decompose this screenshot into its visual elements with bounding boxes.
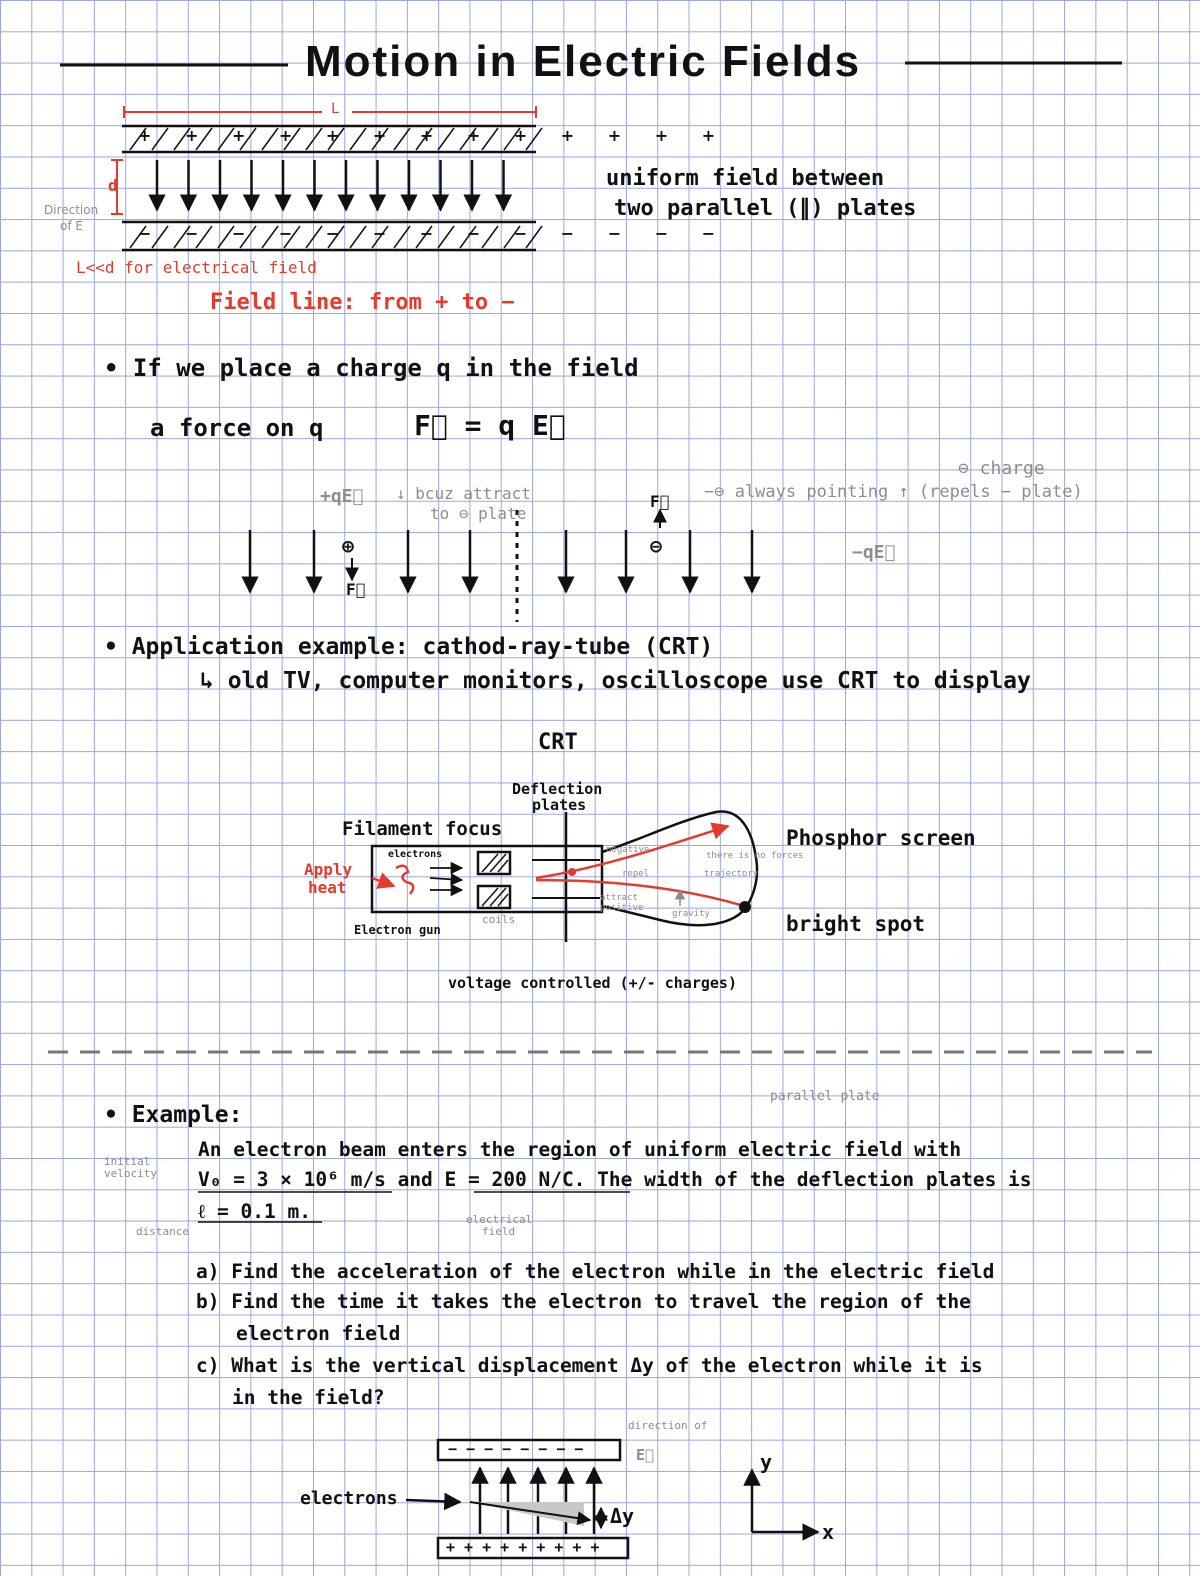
- bright-spot-dot: [739, 901, 751, 913]
- negative-charge: ⊖: [650, 534, 663, 558]
- direction-label: Direction: [44, 203, 99, 217]
- question-a: a) Find the acceleration of the electron while in the electric field: [196, 1260, 995, 1283]
- force-formula: F⃗ = q E⃗: [414, 409, 566, 442]
- y-axis-label: y: [760, 1450, 773, 1474]
- repel-label: repel: [622, 869, 650, 879]
- positive-plate-signs: + + + + + + + + + + + + +: [138, 126, 730, 145]
- question-b-2: electron field: [236, 1322, 401, 1345]
- page-title: Motion in Electric Fields: [305, 37, 862, 86]
- distance-note: distance: [136, 1225, 189, 1238]
- voltage-label: voltage controlled (+/- charges): [448, 974, 737, 992]
- example-line-2: V₀ = 3 × 10⁶ m/s and E = 200 N/C. The width of the deflection plates is: [198, 1168, 1032, 1191]
- length-label: L: [331, 101, 340, 117]
- apply-heat-label-2: heat: [308, 878, 347, 897]
- negative-qe: −qE⃗: [852, 542, 896, 563]
- electrons-label: electrons: [388, 849, 443, 860]
- plate-field-arrows: [157, 160, 504, 210]
- question-c: c) What is the vertical displacement Δy of the electron while it is: [196, 1354, 983, 1377]
- electron-gun-label: Electron gun: [354, 923, 441, 937]
- apply-heat-label: Apply: [304, 860, 353, 879]
- attract-note: ↓ bcuz attract: [396, 484, 531, 503]
- crt-heading: CRT: [538, 730, 578, 755]
- electrical-field-note: electrical: [466, 1213, 533, 1226]
- negative-plate-signs: − − − − − − − − − − − − −: [138, 224, 730, 243]
- filament-label: Filament focus: [342, 818, 503, 840]
- no-forces-label: there is no forces: [706, 851, 804, 861]
- field-arrows: [250, 530, 752, 592]
- direction-e-note: direction of: [628, 1419, 708, 1432]
- deflection-label-2: plates: [532, 796, 587, 814]
- x-axis-label: x: [822, 1520, 835, 1544]
- positive-charge: ⊕: [342, 534, 355, 558]
- phosphor-label: Phosphor screen: [786, 826, 976, 850]
- trajectory-label: trajectory: [704, 869, 759, 879]
- force-down-label: F⃗: [346, 580, 366, 599]
- question-c-2: in the field?: [232, 1386, 385, 1409]
- positive-qe: +qE⃗: [320, 486, 364, 507]
- initial-velocity-note: initial: [104, 1155, 151, 1168]
- coils-label: coils: [482, 913, 516, 926]
- crt-electron-arrows: [430, 868, 462, 890]
- gap-label: d: [108, 176, 118, 195]
- length-condition: L<<d for electrical field: [76, 258, 317, 277]
- negative-label: negative: [606, 845, 650, 855]
- attract-label: attract: [600, 893, 638, 903]
- electron-arrow: [406, 1500, 460, 1502]
- crt-coil-hatch: [482, 854, 508, 906]
- initial-velocity-note-2: velocity: [104, 1167, 157, 1180]
- uniform-field-note-2: two parallel (∥) plates: [614, 196, 917, 221]
- direction-e-note-2: E⃗: [636, 1446, 655, 1464]
- negative-pointing-note: −⊖ always pointing ↑ (repels − plate): [704, 482, 1083, 502]
- application-bullet: • Application example: cathod-ray-tube (CRT): [104, 634, 714, 660]
- red-charge-dot: [568, 868, 576, 876]
- positive-label: positive: [600, 903, 644, 913]
- attract-note-2: to ⊖ plate: [430, 504, 527, 523]
- question-b: b) Find the time it takes the electron to travel the region of the: [196, 1290, 971, 1313]
- direction-label-2: of E: [60, 219, 83, 233]
- negative-plate-label: − − − − − − − −: [448, 1440, 584, 1458]
- heat-arrow: [372, 878, 394, 886]
- deflection-label: Deflection: [512, 780, 603, 798]
- electrical-field-note-2: field: [482, 1225, 516, 1238]
- electrons-diagram-label: electrons: [300, 1488, 398, 1509]
- negative-charge-note: ⊖ charge: [958, 458, 1045, 479]
- force-up-label: F⃗: [650, 492, 670, 511]
- delta-y-label: Δy: [610, 1504, 635, 1528]
- filament-coil: [396, 866, 413, 894]
- field-line-note: Field line: from + to −: [210, 290, 515, 315]
- bright-spot-label: bright spot: [786, 912, 926, 936]
- gravity-label: gravity: [672, 909, 710, 919]
- example-line-3: ℓ = 0.1 m.: [198, 1200, 311, 1223]
- uniform-field-note: uniform field between: [606, 166, 885, 191]
- length-dimension: [124, 106, 536, 118]
- example-line-1: An electron beam enters the region of uniform electric field with: [198, 1138, 962, 1161]
- charge-bullet: • If we place a charge q in the field: [104, 354, 639, 382]
- parallel-plate-note: parallel plate: [770, 1089, 880, 1104]
- application-sub: ↳ old TV, computer monitors, oscilloscope use CRT to display: [200, 668, 1031, 694]
- example-bullet: • Example:: [104, 1102, 243, 1128]
- force-label: a force on q: [150, 414, 324, 442]
- positive-plate-label: + + + + + + + + +: [446, 1538, 600, 1556]
